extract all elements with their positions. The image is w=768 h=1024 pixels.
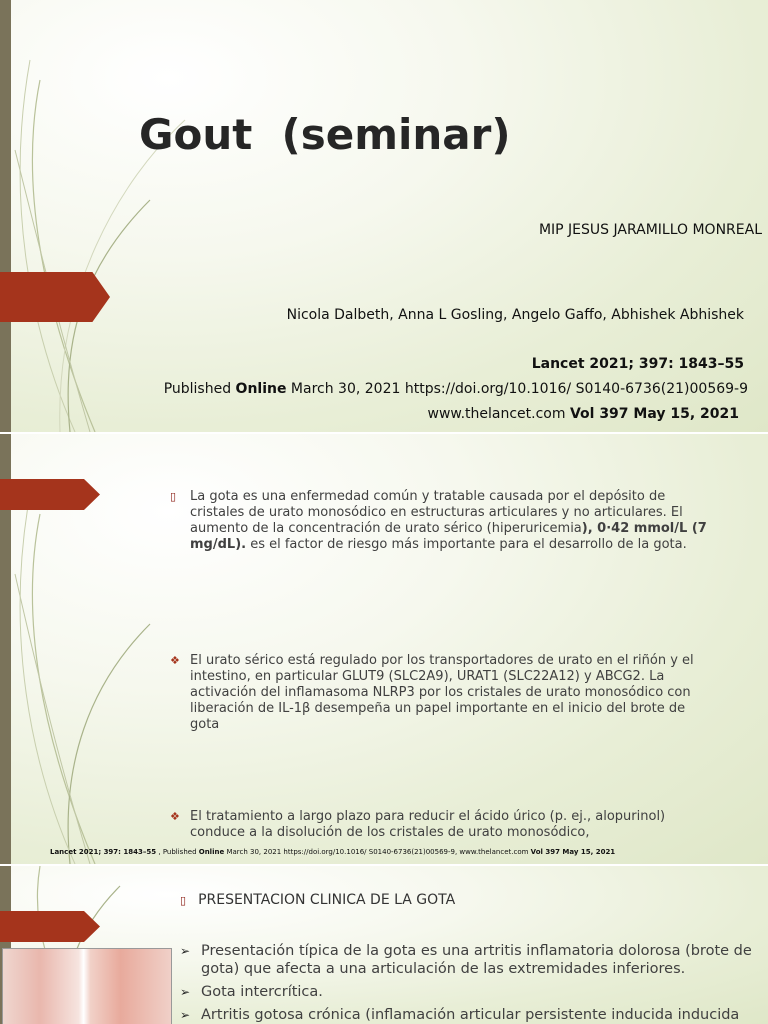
- heading-marker: ▯: [180, 894, 187, 907]
- bullet-item: [170, 489, 715, 553]
- bullet-item: [170, 653, 715, 733]
- published-prefix: Published: [163, 381, 236, 397]
- list-item-text: Gota intercrítica.: [201, 984, 323, 1000]
- footer-online: Online: [198, 848, 225, 856]
- slide-clinical: [0, 866, 768, 1024]
- slide-summary: [0, 434, 768, 864]
- authors-line: Nicola Dalbeth, Anna L Gosling, Angelo Gaffo, Abhishek Abhishek: [286, 307, 744, 323]
- citation-line: Lancet 2021; 397: 1843–55: [531, 356, 744, 372]
- published-doi: March 30, 2021 https://doi.org/10.1016/ S0140-6736(21)00569-9: [286, 381, 748, 397]
- list-marker: ➢: [180, 1008, 191, 1022]
- heading-text: PRESENTACION CLINICA DE LA GOTA: [198, 892, 456, 908]
- published-line: [164, 381, 748, 397]
- list-marker: ➢: [180, 985, 191, 999]
- title-arrow-marker: [0, 272, 110, 322]
- slide-footer-citation: [50, 848, 615, 856]
- bullet-text-bold: ), 0·42 mmol/L (7 mg/dL).: [190, 521, 707, 552]
- slide-title: [0, 0, 768, 432]
- bullet-marker: ▯: [170, 490, 177, 503]
- journal-volume: Vol 397 May 15, 2021: [569, 406, 739, 422]
- bullet-marker: ❖: [170, 810, 180, 823]
- bullet-text: El tratamiento a largo plazo para reducir el ácido úrico (p. ej., alopurinol) conduce a la disolución de los cristales de urato monosódico,: [190, 809, 666, 840]
- footer-citation: Lancet 2021; 397: 1843–55: [50, 848, 157, 856]
- decorative-curves: [0, 0, 200, 432]
- slide-arrow-marker: [0, 911, 100, 942]
- bullet-text-part: La gota es una enfermedad común y tratable causada por el depósito de cristales de urato monosódico en estructuras articulares y no articulares. El aumento de la concentración de urato sérico (hiperuricemia: [190, 489, 683, 536]
- list-item-text: Artritis gotosa crónica (inflamación articular persistente inducida inducida: [201, 1007, 740, 1023]
- footer-published: , Published: [156, 848, 199, 856]
- gout-feet-photo: [2, 948, 172, 1024]
- footer-doi: March 30, 2021 https://doi.org/10.1016/ S0140-6736(21)00569-9, www.thelancet.com: [224, 848, 531, 856]
- bullet-text: [190, 489, 715, 553]
- bullet-marker: ❖: [170, 654, 180, 667]
- journal-site: www.thelancet.com: [427, 406, 570, 422]
- bullet-text-part: es el factor de riesgo más importante para el desarrollo de la gota.: [246, 537, 687, 552]
- slide-title-heading: Gout (seminar): [139, 110, 511, 159]
- bullet-text: El urato sérico está regulado por los transportadores de urato en el riñón y el intestino, en particular GLUT9 (SLC2A9), URAT1 (SLC22A12) y ABCG2. La activación del inflamasoma NLRP3 por los cristales de urato monosódico con liberación de IL-1β desempeña un papel importante en el inicio del brote de gota: [190, 653, 694, 732]
- list-marker: ➢: [180, 944, 191, 958]
- presenter-name: MIP JESUS JARAMILLO MONREAL: [538, 222, 762, 238]
- clinical-list: [180, 942, 760, 1024]
- list-item-text: Presentación típica de la gota es una artritis inflamatoria dolorosa (brote de gota) que afecta a una articulación de las extremidades inferiores.: [201, 943, 752, 977]
- footer-volume: Vol 397 May 15, 2021: [530, 848, 616, 856]
- slide-arrow-marker: [0, 479, 100, 510]
- list-item: [180, 1006, 760, 1024]
- section-heading: [180, 892, 455, 908]
- list-item: [180, 983, 760, 1001]
- journal-line: [428, 406, 739, 422]
- published-online: Online: [235, 381, 287, 397]
- bullet-item: [170, 809, 715, 841]
- list-item: [180, 942, 760, 978]
